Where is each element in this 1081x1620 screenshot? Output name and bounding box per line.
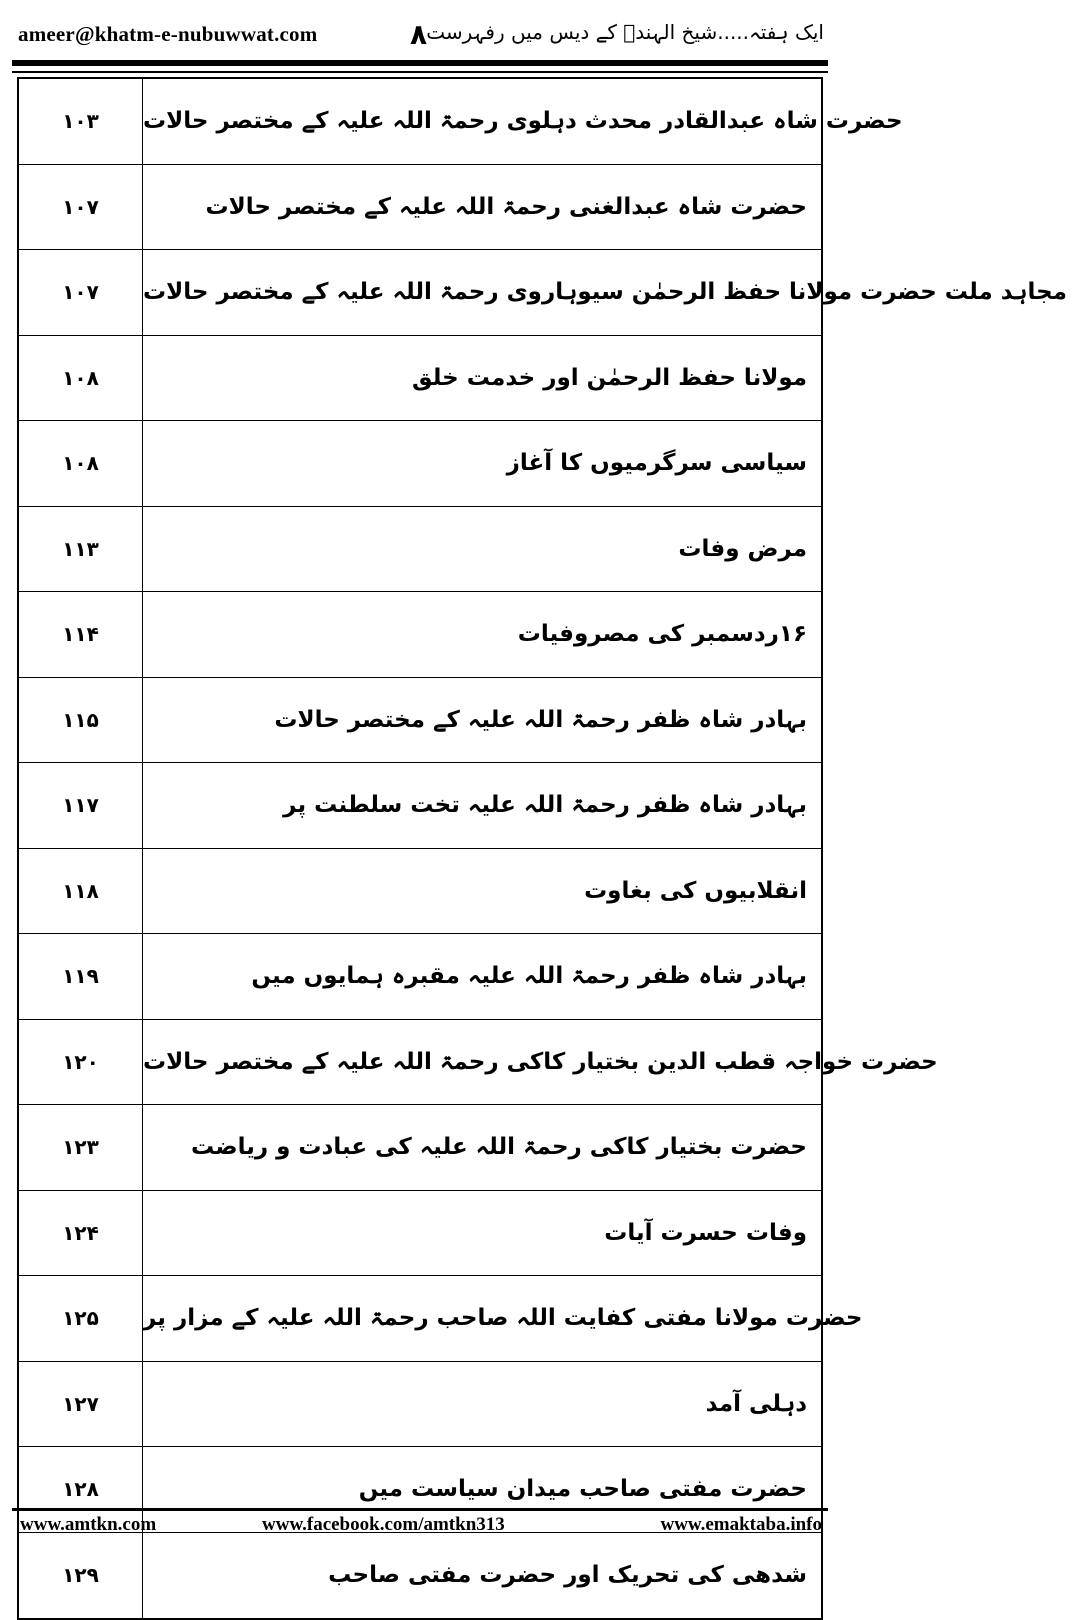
toc-row[interactable]: [19, 1020, 938, 1106]
toc-entry-title: حضرت بختیار کاکی رحمۃ اللہ علیہ کی عبادت و ریاضت: [191, 1134, 807, 1161]
footer-link-amtkn[interactable]: www.amtkn.com: [20, 1514, 157, 1535]
toc-page-number: ۱۲۸: [19, 1447, 143, 1532]
toc-entry-title: مجاہد ملت حضرت مولانا حفظ الرحمٰن سیوہاروی رحمۃ اللہ علیہ کے مختصر حالات: [143, 279, 1067, 306]
toc-page-number: ۱۱۴: [19, 592, 143, 677]
toc-entry-title: مولانا حفظ الرحمٰن اور خدمت خلق: [412, 364, 807, 391]
toc-entry-title: بہادر شاہ ظفر رحمۃ اللہ علیہ کے مختصر حالات: [274, 706, 807, 733]
toc-page-number: ۱۱۸: [19, 849, 143, 934]
toc-entry-title: مرض وفات: [678, 535, 807, 562]
toc-row[interactable]: [19, 421, 821, 507]
toc-page-number: ۱۲۵: [19, 1276, 143, 1361]
toc-row[interactable]: [19, 1533, 821, 1619]
toc-page-number: ۱۱۵: [19, 678, 143, 763]
header-rule-thin: [12, 71, 828, 73]
toc-entry-title: وفات حسرت آیات: [604, 1219, 807, 1246]
toc-row[interactable]: [19, 79, 903, 165]
page-number: ۸: [410, 18, 428, 51]
toc-entry-title: بہادر شاہ ظفر رحمۃ اللہ علیہ تخت سلطنت پر: [283, 792, 807, 819]
toc-entry-title: حضرت شاہ عبدالغنی رحمۃ اللہ علیہ کے مختصر حالات: [205, 193, 807, 220]
header-rule-thick: [12, 60, 828, 66]
toc-page-number: ۱۱۷: [19, 763, 143, 848]
toc-row[interactable]: [19, 1191, 821, 1277]
toc-page-number: ۱۲۷: [19, 1362, 143, 1447]
toc-page-number: ۱۰۸: [19, 421, 143, 506]
toc-row[interactable]: [19, 336, 821, 422]
toc-page-number: ۱۱۹: [19, 934, 143, 1019]
toc-page-number: ۱۲۴: [19, 1191, 143, 1276]
toc-entry-title: سیاسی سرگرمیوں کا آغاز: [506, 450, 807, 477]
toc-row[interactable]: [19, 507, 821, 593]
toc-page-number: ۱۱۳: [19, 507, 143, 592]
toc-page-number: ۱۲۹: [19, 1533, 143, 1619]
toc-entry-title: ۱۶ردسمبر کی مصروفیات: [517, 621, 807, 648]
toc-row[interactable]: [19, 592, 821, 678]
page-footer: [0, 1514, 840, 1538]
toc-entry-title: شدھی کی تحریک اور حضرت مفتی صاحب: [328, 1562, 807, 1589]
toc-page-number: ۱۰۸: [19, 336, 143, 421]
toc-page-number: ۱۰۳: [19, 79, 143, 164]
toc-entry-title: انقلابیوں کی بغاوت: [584, 877, 807, 904]
toc-entry-title: دہلی آمد: [705, 1390, 807, 1417]
toc-entry-title: حضرت مولانا مفتی کفایت اللہ صاحب رحمۃ اللہ علیہ کے مزار پر: [143, 1305, 863, 1332]
toc-row[interactable]: [19, 763, 821, 849]
toc-row[interactable]: [19, 934, 821, 1020]
toc-row[interactable]: [19, 678, 821, 764]
toc-page-number: ۱۲۰: [19, 1020, 143, 1105]
toc-row[interactable]: [19, 165, 821, 251]
toc-row[interactable]: [19, 1362, 821, 1448]
header-email: ameer@khatm-e-nubuwwat.com: [18, 22, 318, 46]
toc-page-number: ۱۰۷: [19, 165, 143, 250]
footer-rule: [12, 1508, 828, 1511]
toc-row[interactable]: [19, 849, 821, 935]
toc-row[interactable]: [19, 250, 1067, 336]
book-title: ایک ہفتہ.....شیخ الہندؒ کے دیس میں رفہرست: [426, 20, 824, 44]
table-of-contents: [17, 77, 1067, 1620]
toc-page-number: ۱۲۳: [19, 1105, 143, 1190]
toc-row[interactable]: [19, 1105, 821, 1191]
toc-page-number: ۱۰۷: [19, 250, 143, 335]
toc-entry-title: حضرت شاہ عبدالقادر محدث دہلوی رحمۃ اللہ علیہ کے مختصر حالات: [143, 108, 903, 135]
footer-link-facebook[interactable]: www.facebook.com/amtkn313: [262, 1514, 505, 1535]
toc-row[interactable]: [19, 1276, 863, 1362]
toc-entry-title: حضرت مفتی صاحب میدان سیاست میں: [358, 1476, 807, 1503]
toc-entry-title: بہادر شاہ ظفر رحمۃ اللہ علیہ مقبرہ ہمایوں میں: [251, 963, 807, 990]
page-header: [10, 18, 830, 54]
footer-link-emaktaba[interactable]: www.emaktaba.info: [660, 1514, 822, 1535]
toc-entry-title: حضرت خواجہ قطب الدین بختیار کاکی رحمۃ اللہ علیہ کے مختصر حالات: [143, 1048, 938, 1075]
